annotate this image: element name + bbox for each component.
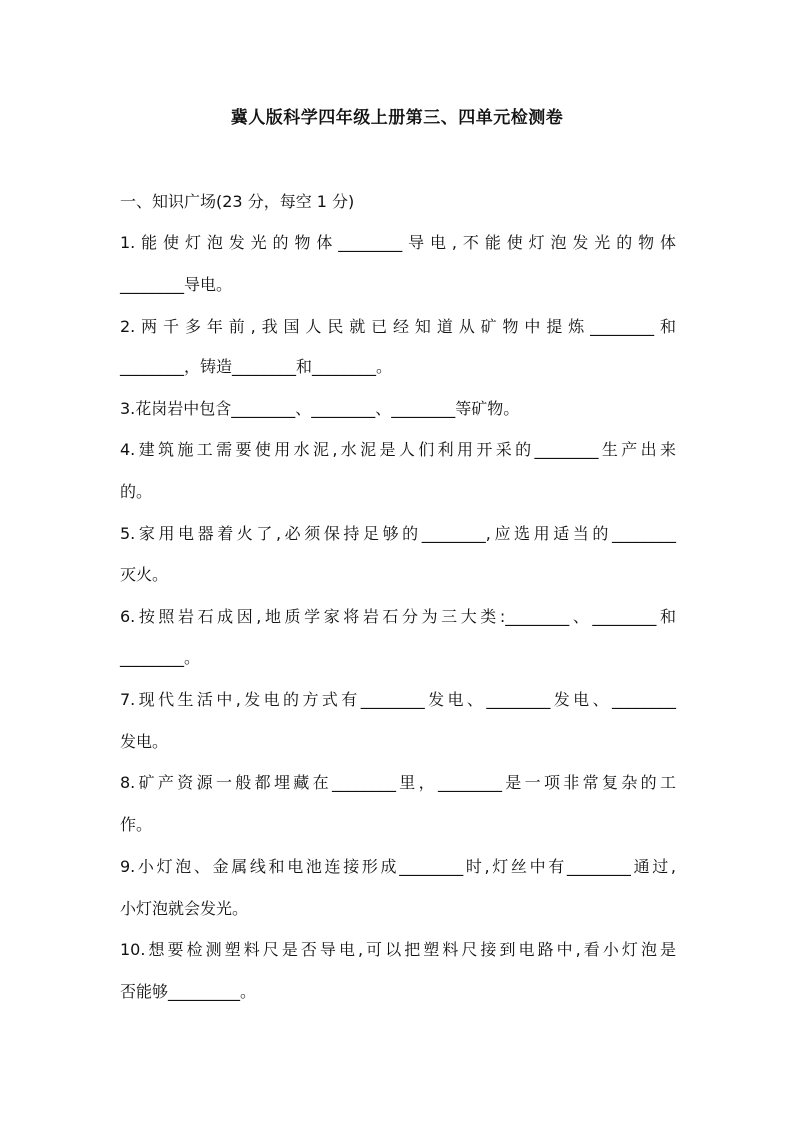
- question-1-line-1: 1.能使灯泡发光的物体________导电,不能使灯泡发光的物体: [120, 233, 676, 252]
- question-10-line-1: 10.想要检测塑料尺是否导电,可以把塑料尺接到电路中,看小灯泡是: [120, 940, 676, 959]
- section-heading: 一、知识广场(23 分，每空 1 分): [120, 192, 355, 211]
- question-6-line-1: 6.按照岩石成因,地质学家将岩石分为三大类:________、________和: [120, 607, 676, 626]
- question-2-line-1: 2.两千多年前,我国人民就已经知道从矿物中提炼________和: [120, 317, 676, 336]
- question-8-line-1: 8.矿产资源一般都埋藏在________里，________是一项非常复杂的工: [120, 773, 676, 792]
- question-1-line-2: ________导电。: [120, 275, 233, 294]
- question-9-line-2: 小灯泡就会发光。: [120, 899, 249, 918]
- question-8-line-2: 作。: [120, 815, 153, 834]
- document-title: 冀人版科学四年级上册第三、四单元检测卷: [230, 108, 564, 128]
- question-10-line-2: 否能够_________。: [120, 982, 257, 1001]
- question-7-line-1: 7.现代生活中,发电的方式有________发电、________发电、________: [120, 690, 676, 709]
- question-5-line-1: 5.家用电器着火了,必须保持足够的________,应选用适当的________: [120, 524, 676, 543]
- question-4-line-2: 的。: [120, 482, 153, 501]
- question-6-line-2: ________。: [120, 648, 201, 667]
- question-7-line-2: 发电。: [120, 732, 169, 751]
- question-4-line-1: 4.建筑施工需要使用水泥,水泥是人们利用开采的________生产出来: [120, 440, 676, 459]
- question-2-line-2: ________，铸造________和________。: [120, 357, 393, 376]
- question-3-line-1: 3.花岗岩中包含________、________、________等矿物。: [120, 399, 520, 418]
- question-5-line-2: 灭火。: [120, 565, 169, 584]
- question-9-line-1: 9.小灯泡、金属线和电池连接形成________时,灯丝中有________通过,: [120, 857, 676, 876]
